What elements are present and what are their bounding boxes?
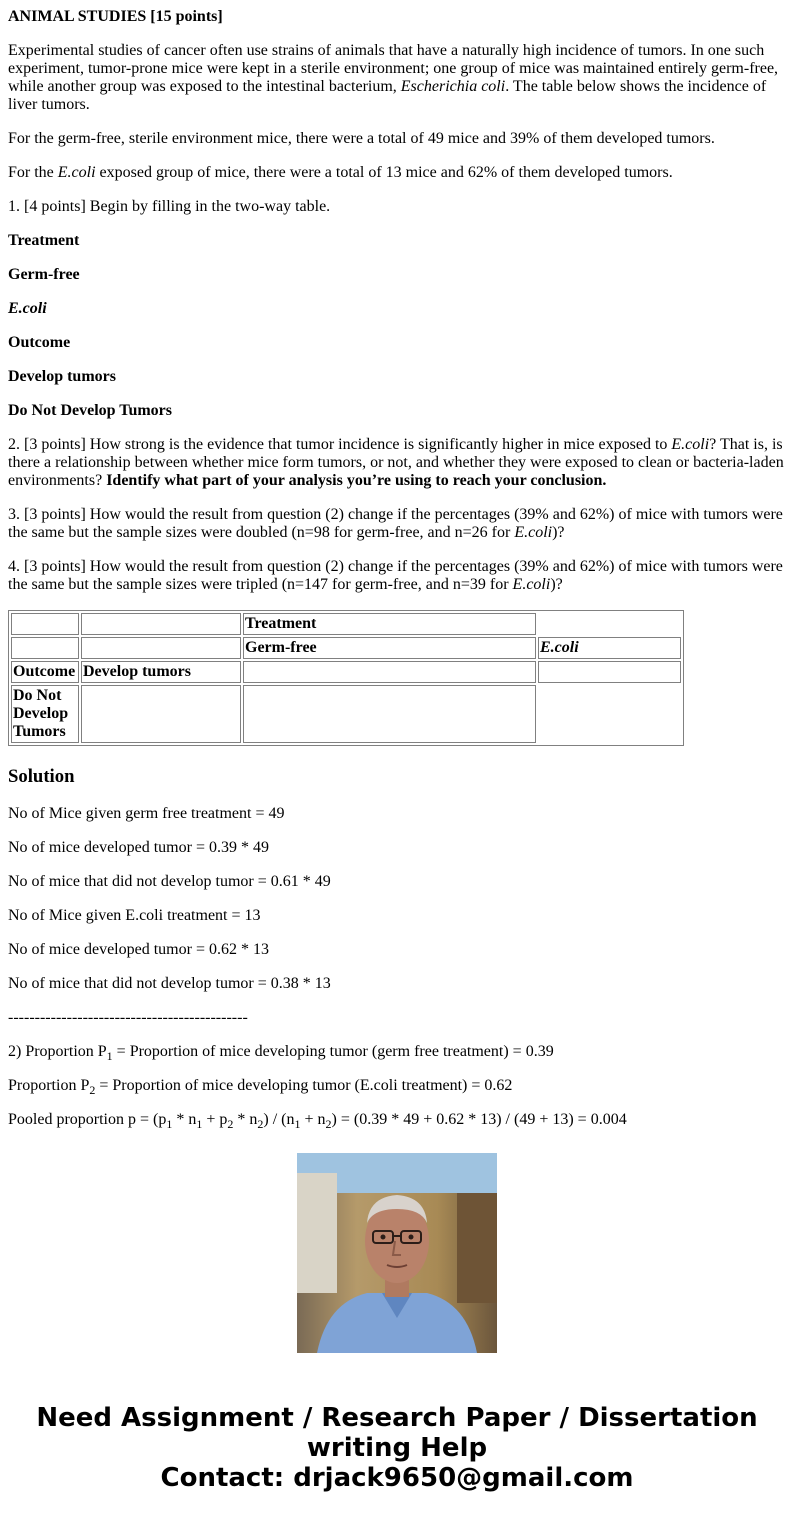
germfree-description: For the germ-free, sterile environment mice, there were a total of 49 mice and 39% of them developed tumors. bbox=[8, 130, 715, 147]
table-cell bbox=[538, 685, 681, 743]
solution-line: No of Mice given germ free treatment = 49 bbox=[8, 805, 285, 822]
solution-line: No of mice developed tumor = 0.39 * 49 bbox=[8, 839, 269, 856]
label-outcome: Outcome bbox=[8, 334, 71, 351]
question-2: 2. [3 points] How strong is the evidence that tumor incidence is significantly higher in mice exposed to E.coli? That is, is there a relationship between whether mice form tumors, or not, and whether they were exposed to clean or bacteria-laden environments? Identify what part of your analysis you’re using to reach your conclusion. bbox=[8, 436, 784, 489]
cta-line-2: writing Help bbox=[306, 1433, 488, 1463]
label-treatment: Treatment bbox=[8, 232, 80, 249]
two-way-table bbox=[8, 610, 684, 746]
table-cell bbox=[11, 637, 79, 659]
solution-line: No of Mice given E.coli treatment = 13 bbox=[8, 907, 261, 924]
solution-divider: --------------------------------------------- bbox=[8, 1009, 248, 1026]
table-cell-outcome: Outcome bbox=[11, 661, 79, 683]
table-cell bbox=[81, 613, 241, 635]
label-germfree: Germ-free bbox=[8, 266, 80, 283]
table-row bbox=[11, 661, 681, 683]
table-cell bbox=[538, 661, 681, 683]
table-cell bbox=[243, 685, 536, 743]
problem-intro: Experimental studies of cancer often use strains of animals that have a naturally high incidence of tumors. In one such experiment, tumor-prone mice were kept in a sterile environment; one group of mice was maintained entirely germ-free, while another group was exposed to the intestinal bacterium, Escherichia coli. The table below shows the incidence of liver tumors. bbox=[8, 42, 779, 113]
contact-banner bbox=[0, 1403, 794, 1493]
cta-line-1: Need Assignment / Research Paper / Dissertation bbox=[36, 1403, 758, 1433]
table-row bbox=[11, 685, 681, 743]
table-cell-develop: Develop tumors bbox=[81, 661, 241, 683]
solution-line: No of mice developed tumor = 0.62 * 13 bbox=[8, 941, 269, 958]
author-photo bbox=[297, 1153, 497, 1353]
question-1: 1. [4 points] Begin by filling in the two-way table. bbox=[8, 198, 331, 215]
table-cell-not-develop: Do Not Develop Tumors bbox=[11, 685, 79, 743]
question-3: 3. [3 points] How would the result from question (2) change if the percentages (39% and 62%) of mice with tumors were the same but the sample sizes were doubled (n=98 for germ-free, and n=26 for E.coli)? bbox=[8, 506, 783, 541]
label-not-develop: Do Not Develop Tumors bbox=[8, 402, 173, 419]
document-content bbox=[8, 0, 786, 1131]
solution-line: No of mice that did not develop tumor = 0.61 * 49 bbox=[8, 873, 331, 890]
table-cell bbox=[243, 661, 536, 683]
table-cell-treatment: Treatment bbox=[243, 613, 536, 635]
solution-line: No of mice that did not develop tumor = 0.38 * 13 bbox=[8, 975, 331, 992]
solution-heading: Solution bbox=[8, 766, 75, 787]
cta-line-3: Contact: drjack9650@gmail.com bbox=[160, 1463, 634, 1493]
table-row bbox=[11, 637, 681, 659]
table-cell bbox=[81, 637, 241, 659]
table-cell bbox=[81, 685, 241, 743]
table-cell-ecoli: E.coli bbox=[538, 637, 681, 659]
portrait-icon bbox=[297, 1153, 497, 1353]
label-ecoli: E.coli bbox=[8, 300, 47, 317]
proportion-p1: 2) Proportion $P_1$ = Proportion of mice developing tumor (germ free treatment) = 0.39 bbox=[8, 1043, 554, 1063]
label-develop: Develop tumors bbox=[8, 368, 116, 385]
table-row bbox=[11, 613, 681, 635]
pooled-proportion: Pooled proportion $p = (p_1 * n_1 + p_2 * n_2) / (n_1 + n_2) = (0.39 * 49 + 0.62 * 13) / (49 + 13) = 0.004$ bbox=[8, 1111, 627, 1131]
table-cell bbox=[538, 613, 681, 635]
proportion-p2: Proportion $P_2$ = Proportion of mice developing tumor (E.coli treatment) = 0.62 bbox=[8, 1077, 513, 1097]
table-cell-germfree: Germ-free bbox=[243, 637, 536, 659]
table-cell bbox=[11, 613, 79, 635]
ecoli-description: For the E.coli exposed group of mice, there were a total of 13 mice and 62% of them developed tumors. bbox=[8, 164, 673, 181]
problem-heading: ANIMAL STUDIES [15 points] bbox=[8, 8, 223, 25]
question-4: 4. [3 points] How would the result from question (2) change if the percentages (39% and 62%) of mice with tumors were the same but the sample sizes were tripled (n=147 for germ-free, and n=39 for E.coli)? bbox=[8, 558, 783, 593]
